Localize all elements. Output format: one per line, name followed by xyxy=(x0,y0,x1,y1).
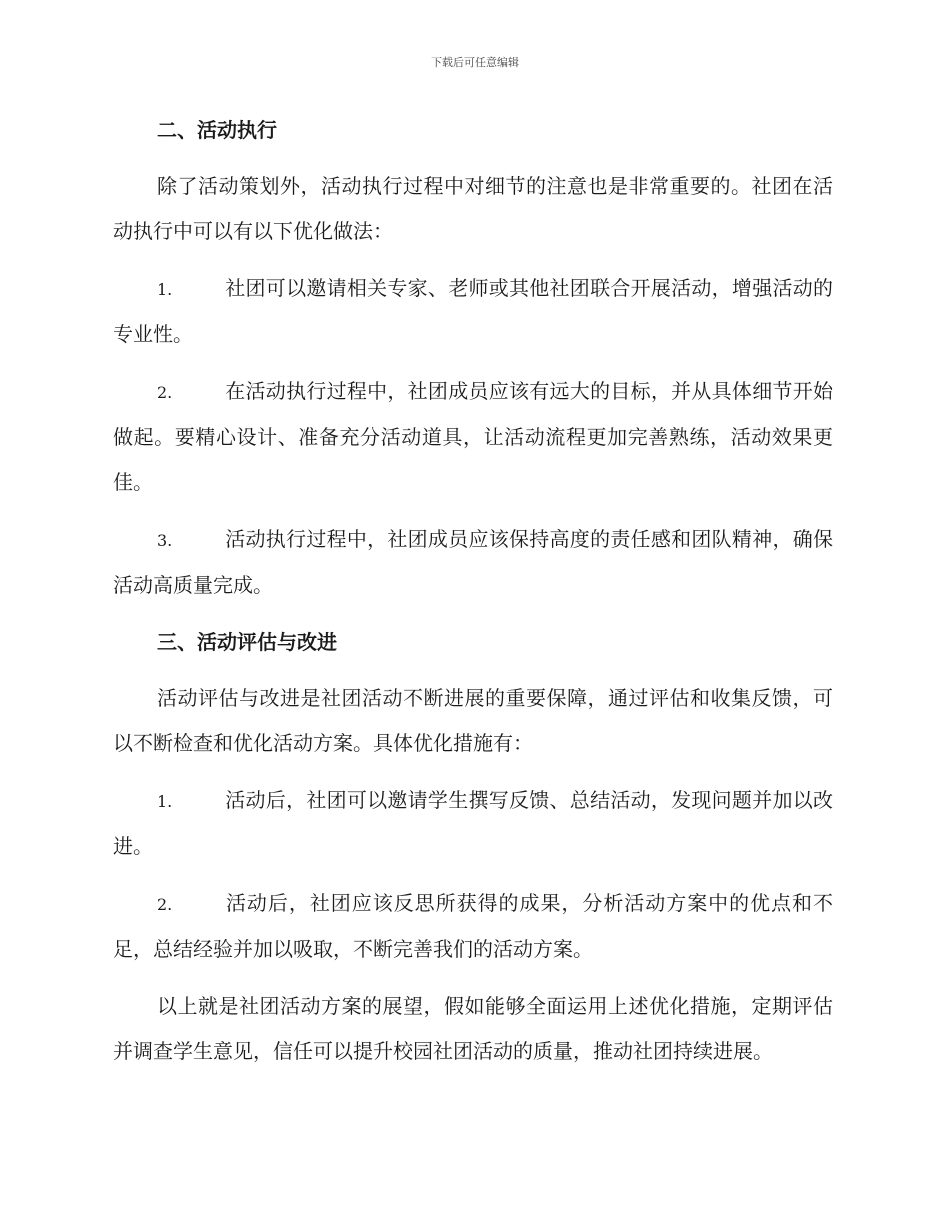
list-item xyxy=(113,778,833,869)
list-item-number: 2. xyxy=(157,895,173,914)
list-item-number: 1. xyxy=(157,280,173,299)
list-item-text: 在活动执行过程中，社团成员应该有远大的目标，并从具体细节开始做起。要精心设计、准备充分活动道具，让活动流程更加完善熟练，活动效果更佳。 xyxy=(113,379,833,494)
section-intro-evaluation: 活动评估与改进是社团活动不断进展的重要保障，通过评估和收集反馈，可以不断检查和优化活动方案。具体优化措施有： xyxy=(113,686,833,755)
list-item xyxy=(113,266,833,357)
list-item-text: 活动后，社团可以邀请学生撰写反馈、总结活动，发现问题并加以改进。 xyxy=(113,788,833,858)
section-heading-evaluation: 三、活动评估与改进 xyxy=(157,630,337,654)
conclusion-paragraph: 以上就是社团活动方案的展望，假如能够全面运用上述优化措施，定期评估并调查学生意见，信任可以提升校园社团活动的质量，推动社团持续进展。 xyxy=(113,994,833,1063)
header-note: 下载后可任意编辑 xyxy=(431,56,519,69)
list-item-text: 活动后，社团应该反思所获得的成果，分析活动方案中的优点和不足，总结经验并加以吸取，不断完善我们的活动方案。 xyxy=(113,891,833,961)
list-item-text: 社团可以邀请相关专家、老师或其他社团联合开展活动，增强活动的专业性。 xyxy=(113,276,833,346)
list-item xyxy=(113,517,833,608)
list-item-text: 活动执行过程中，社团成员应该保持高度的责任感和团队精神，确保活动高质量完成。 xyxy=(113,527,833,597)
document-body xyxy=(113,108,833,1086)
list-item-number: 1. xyxy=(157,792,173,811)
list-item-number: 3. xyxy=(157,531,173,550)
section-intro-execution: 除了活动策划外，活动执行过程中对细节的注意也是非常重要的。社团在活动执行中可以有以下优化做法： xyxy=(113,174,833,243)
section-heading-execution: 二、活动执行 xyxy=(157,118,277,142)
list-item-number: 2. xyxy=(157,383,173,402)
list-item xyxy=(113,369,833,505)
list-item xyxy=(113,881,833,972)
